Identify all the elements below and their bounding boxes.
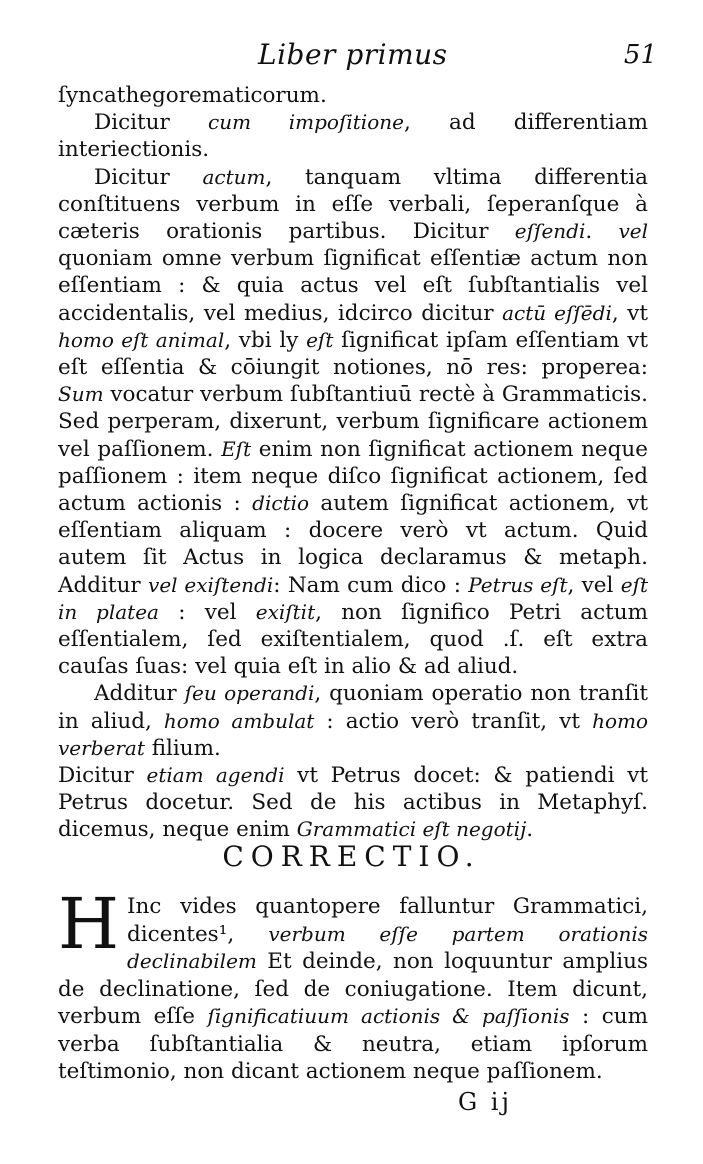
correctio-text [58, 883, 649, 1084]
italic-phrase: vel exiſtendi [148, 572, 274, 597]
text-run: : actio verò tranſit, vt [314, 708, 593, 734]
paragraph-p1 [58, 82, 648, 109]
text-run: , ad differentiam interiectionis. [58, 110, 648, 163]
text-run: , quoniam operatio non tranſit in aliud, [58, 681, 648, 734]
italic-phrase: actum [202, 164, 266, 189]
paragraph-p2 [58, 109, 648, 163]
text-run: vt Petrus docet: & patiendi vt Petrus docetur. Sed de his actibus in Metaphyſ. dicemus, neque enim [58, 763, 648, 843]
main-text [58, 82, 648, 844]
italic-phrase: eſt [306, 327, 334, 352]
text-run: Additur [94, 681, 185, 707]
text-run: : vel [158, 599, 256, 625]
text-run: Dicitur [58, 763, 147, 789]
text-run: Dicitur [94, 164, 203, 190]
text-run: Dicitur [94, 110, 208, 136]
italic-phrase: Eſt [221, 436, 252, 461]
italic-phrase: cum impoſitione [208, 110, 404, 135]
signature-mark: G ij [458, 1088, 512, 1116]
italic-phrase: Grammatici eſt negotij [296, 817, 527, 842]
text-run: : Nam cum dico : [273, 572, 469, 598]
italic-phrase: homo verberat [58, 708, 648, 760]
text-run: Et deinde, non loquuntur amplius de declinatione, ſed de coniugatione. Item dicunt, verbum eſſe [58, 949, 648, 1029]
paragraph-p5 [58, 762, 648, 844]
text-run: ſyncathegorematicorum. [58, 83, 327, 108]
text-run: vocatur verbum ſubſtantiuū rectè à Grammaticis. Sed perperam, dixerunt, verbum ſignificare actionem vel paſſionem. [58, 382, 648, 462]
italic-phrase: actū eſſēdi [502, 300, 612, 325]
running-title: Liber primus [258, 38, 448, 71]
text-run: quoniam omne verbum ſignificat eſſentiæ actum non eſſentiam : & quia actus vel eſt ſubſtantialis vel accidentalis, vel medius, idcirco dicitur [58, 246, 648, 326]
section-heading: CORRECTIO. [222, 840, 481, 873]
text-run: , vt [611, 300, 648, 326]
text-run: , non ſignifico Petri actum eſſentialem, ſed exiſtentialem, quod .ſ. eſt extra cauſas ſuas: vel quia eſt in alio & ad aliud. [58, 599, 648, 680]
paragraph-p3 [58, 164, 648, 681]
text-run: . [526, 817, 534, 843]
italic-phrase: homo ambulat [163, 708, 315, 733]
text-run: , vbi ly [224, 327, 307, 353]
italic-phrase: verbum eſſe partem orationis declinabilem [127, 921, 649, 973]
italic-phrase: ſeu operandi [184, 681, 315, 706]
italic-phrase: dictio [252, 491, 310, 516]
text-run: autem ſignificat actionem, vt eſſentiam aliquam : docere verò vt actum. Quid autem ſit Actus in logica declaramus & metaph. Additur [58, 491, 648, 598]
text-run: . [585, 219, 619, 245]
italic-phrase: Sum [58, 382, 104, 407]
text-run: : cum verba ſubſtantialia & neutra, etiam ipſorum teſtimonio, non dicant actionem neque paſſionem. [58, 1004, 648, 1084]
italic-phrase: eſt in platea [58, 572, 649, 624]
text-run: , tanquam vltima differentia conſtituens verbum in eſſe verbali, ſeperanſque à cæteris orationis partibus. Dicitur [58, 164, 648, 245]
italic-phrase: homo eſt animal [58, 327, 225, 352]
text-run: filium. [144, 735, 221, 761]
italic-phrase: Petrus eſt [468, 572, 568, 597]
italic-phrase: ſignificatiuum actionis & paſſionis [207, 1004, 570, 1028]
page-number: 51 [623, 40, 657, 70]
text-run: ſignificat ipſam eſſentiam vt eſt eſſentia & cōiungit notiones, nō res: properea: [58, 327, 648, 381]
text-run: , vel [567, 572, 621, 598]
text-run: Inc vides quantopere falluntur Grammatici, dicentes¹, [127, 894, 648, 947]
italic-phrase: etiam agendi [146, 763, 285, 788]
italic-phrase: vel [618, 219, 648, 244]
drop-cap: H [58, 883, 120, 965]
italic-phrase: eſſendi [514, 219, 586, 244]
correctio-paragraph [58, 883, 649, 1086]
paragraph-p4 [58, 680, 648, 762]
text-run: enim non ſignificat actionem neque paſſionem : item neque diſco ſignificat actionem, ſed actum actionis : [58, 436, 648, 517]
running-header [58, 38, 657, 78]
italic-phrase: exiſtit [255, 599, 316, 624]
